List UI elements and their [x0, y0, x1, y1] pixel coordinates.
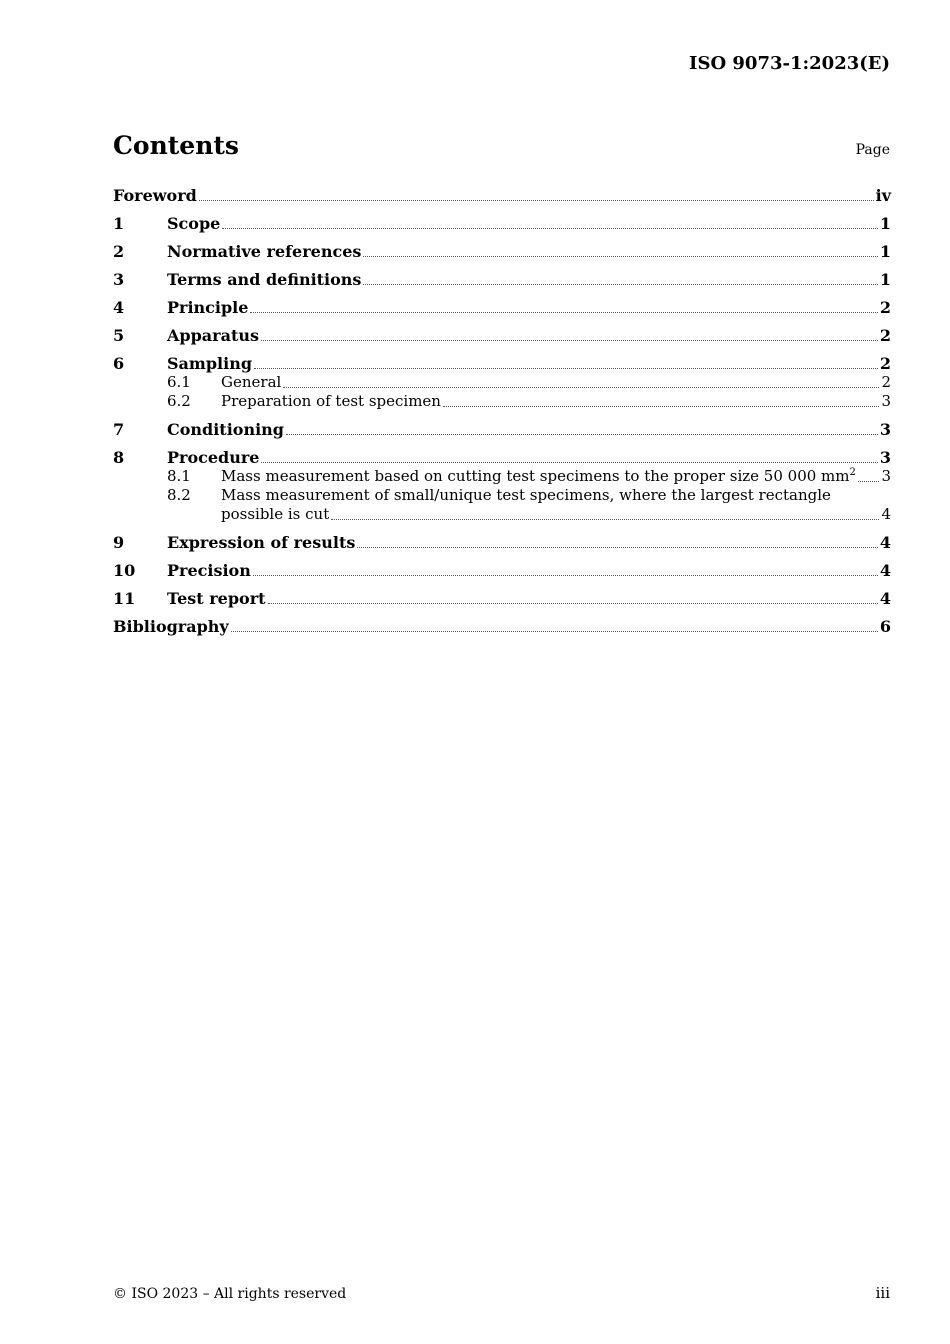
- toc-title-line: Mass measurement of small/unique test specimens, where the largest rectangle: [221, 486, 831, 504]
- toc-page: 4: [879, 589, 891, 608]
- toc-entry-mass-measurement-cutting[interactable]: [113, 467, 891, 486]
- toc-page: 3: [881, 467, 891, 485]
- toc-title: Scope: [167, 214, 221, 233]
- page-number: iii: [875, 1284, 890, 1302]
- toc-title: Test report: [167, 589, 266, 608]
- toc-entry-terms-and-definitions[interactable]: [113, 270, 891, 289]
- dot-leader: [363, 284, 877, 285]
- toc-entry-apparatus[interactable]: [113, 326, 891, 345]
- toc-number: 8: [113, 448, 125, 467]
- dot-leader: [253, 575, 878, 576]
- toc-entry-preparation-of-test-specimen[interactable]: [113, 392, 891, 411]
- dot-leader: [363, 256, 877, 257]
- toc-title: Apparatus: [167, 326, 259, 345]
- toc-title: General: [221, 373, 282, 391]
- dot-leader: [261, 462, 877, 463]
- toc-title: Sampling: [167, 354, 253, 373]
- dot-leader: [261, 340, 878, 341]
- dot-leader: [222, 228, 878, 229]
- document-id: ISO 9073-1:2023(E): [689, 53, 890, 74]
- toc-title: Conditioning: [167, 420, 284, 439]
- toc-title: Expression of results: [167, 533, 356, 552]
- toc-entry-procedure[interactable]: [113, 448, 891, 467]
- page-title: Contents: [113, 131, 240, 160]
- toc-page: 1: [879, 270, 891, 289]
- toc-entry-scope[interactable]: [113, 214, 891, 233]
- toc-number: 1: [113, 214, 125, 233]
- toc-page: 1: [879, 214, 891, 233]
- toc-page: 1: [879, 242, 891, 261]
- toc-entry-normative-references[interactable]: [113, 242, 891, 261]
- toc-number: 8.1: [167, 467, 191, 485]
- toc-page: 2: [879, 326, 891, 345]
- toc-page: 2: [879, 354, 891, 373]
- toc-page: 3: [879, 448, 891, 467]
- toc-page: 6: [879, 617, 891, 636]
- dot-leader: [250, 312, 877, 313]
- toc-number: 6: [113, 354, 125, 373]
- toc-number: 2: [113, 242, 125, 261]
- toc-title: Procedure: [167, 448, 260, 467]
- toc-title: [221, 467, 856, 486]
- toc-number: 3: [113, 270, 125, 289]
- toc-title: Bibliography: [113, 617, 229, 636]
- toc-title-block: [221, 486, 891, 524]
- toc-page: 4: [881, 505, 891, 523]
- dot-leader: [268, 603, 878, 604]
- toc-number: 6.2: [167, 392, 191, 410]
- toc-number: 6.1: [167, 373, 191, 391]
- toc-title-line: possible is cut: [221, 505, 330, 523]
- superscript: 2: [849, 467, 856, 478]
- toc-page: 4: [879, 561, 891, 580]
- toc-page: 2: [881, 373, 891, 391]
- toc-title: Foreword: [113, 186, 197, 205]
- toc-page: 3: [879, 420, 891, 439]
- toc-entry-conditioning[interactable]: [113, 420, 891, 439]
- toc-entry-foreword[interactable]: [113, 186, 891, 205]
- toc-title: Terms and definitions: [167, 270, 362, 289]
- dot-leader: [858, 481, 880, 482]
- dot-leader: [443, 406, 879, 407]
- toc-title: Preparation of test specimen: [221, 392, 441, 410]
- toc-entry-test-report[interactable]: [113, 589, 891, 608]
- dot-leader: [283, 387, 879, 388]
- toc-entry-principle[interactable]: [113, 298, 891, 317]
- toc-number: 9: [113, 533, 125, 552]
- dot-leader: [231, 631, 878, 632]
- toc-number: 7: [113, 420, 125, 439]
- toc-entry-general[interactable]: [113, 373, 891, 392]
- page-column-label: Page: [855, 142, 890, 158]
- toc-title: Principle: [167, 298, 249, 317]
- toc-title: Normative references: [167, 242, 362, 261]
- toc-page: 4: [879, 533, 891, 552]
- table-of-contents: [113, 186, 891, 636]
- toc-title-text: Mass measurement based on cutting test specimens to the proper size 50 000 mm: [221, 467, 850, 485]
- toc-number: 8.2: [167, 486, 191, 504]
- toc-number: 4: [113, 298, 125, 317]
- toc-page: iv: [875, 186, 891, 205]
- toc-page: 3: [881, 392, 891, 410]
- toc-entry-expression-of-results[interactable]: [113, 533, 891, 552]
- dot-leader: [331, 519, 879, 520]
- toc-title: Precision: [167, 561, 251, 580]
- toc-entry-sampling[interactable]: [113, 354, 891, 373]
- toc-entry-precision[interactable]: [113, 561, 891, 580]
- toc-number: 10: [113, 561, 136, 580]
- toc-entry-bibliography[interactable]: [113, 617, 891, 636]
- toc-title-line-row: [221, 505, 891, 524]
- dot-leader: [254, 368, 878, 369]
- toc-page: 2: [879, 298, 891, 317]
- toc-entry-mass-measurement-small[interactable]: [113, 486, 891, 524]
- dot-leader: [357, 547, 878, 548]
- dot-leader: [199, 200, 874, 201]
- dot-leader: [286, 434, 878, 435]
- copyright-notice: © ISO 2023 – All rights reserved: [113, 1286, 347, 1302]
- toc-number: 5: [113, 326, 125, 345]
- toc-number: 11: [113, 589, 136, 608]
